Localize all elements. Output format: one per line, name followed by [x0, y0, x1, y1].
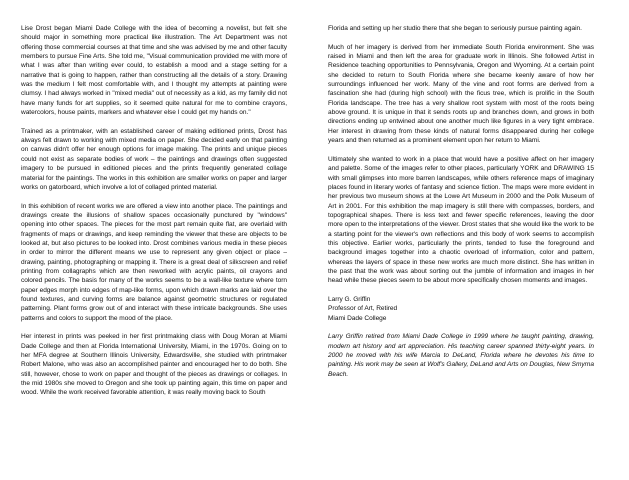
left-column	[21, 24, 287, 407]
author-title: Professor of Art, Retired	[328, 305, 398, 313]
author-institution: Miami Dade College	[328, 314, 387, 322]
paragraph-continuation: Florida and setting up her studio there that she began to seriously pursue painting again.	[328, 25, 582, 32]
right-column	[328, 24, 594, 388]
paragraph-intro: Lise Drost began Miami Dade College with the idea of becoming a novelist, but felt she should major in something more practical like illustration. The Art Department was not offering those commercial courses at that time and she was advised by me and other faculty members to pursue Fine Arts. She told me, "Visual communication provided me with more of what I was after than writing ever could, to establish a mood and a stage setting for a narrative that is going to happen, rather than constructing all the details of a story. Drawing was the medium I felt most comfortable with, and I thought my attempts at painting were clumsy. I had always worked in "mixed media" out of necessity as a kid, as my family did not have many funds for art supplies, so it seemed quite natural for me to combine crayons, watercolors, house paints, markers and whatever else I could get my hands on."	[21, 25, 287, 117]
author-bio: Larry Griffin retired from Miami Dade College in 1999 where he taught painting, drawing, modern art history and art appreciation. His teaching career spanned thirty-eight years. In 2000 he moved with his wife Marcia to DeLand, Florida where he devotes his time to painting. His work may be seen at Wolf's Gallery, DeLand and Arts on Douglas, New Smyrna Beach.	[328, 333, 594, 378]
author-name: Larry G. Griffin	[328, 295, 371, 303]
author-signature	[328, 295, 594, 323]
paragraph-education: Her interest in prints was peeked in her first printmaking class with Doug Moran at Miami Dade College and then at Florida International University, Miami, in the 1970s. Going on to her MFA degree at Southern Illinois University, Edwardsville, she studied with printmaker Robert Malone, who was also an accomplished painter and encouraged her to do both. She still, however, chose to work on paper and thought of the pieces as drawings or collages. In the mid 1980s she moved to Oregon and she took up painting again, this time on paper and wood. While the work received favorable attention, it was really moving back to South	[21, 333, 287, 397]
paragraph-place: Ultimately she wanted to work in a place that would have a positive affect on her imagery and palette. Some of the images refer to other places, particularly YORK and DRAWING 15 with small glimpses into more barren landscapes, while others reference maps of imaginary places found in literary works of fantasy and science fiction. The maps were more evident in her previous two museum shows at the Lowe Art Museum in 2000 and the Polk Museum of Art in 2001. For this exhibition the map imagery is still there with compasses, borders, and topographical shapes. There is less text and fewer specific references, leaving the door more open to the interpretations of the viewer. Drost states that she would like the work to be a starting point for the viewer's own reflections and this body of work seems to accomplish this objective. Earlier works, particularly the prints, tended to fuse the foreground and background images together into a chaotic overload of information, color and pattern, whereas the layers of space in these new works are much more distinct. She has written in the past that the work was about sorting out the jumble of information and images in her head while these pieces seem to be about more specifically chosen moments and images.	[328, 155, 594, 285]
paragraph-exhibition: In this exhibition of recent works we are offered a view into another place. The paintings and drawings create the illusions of shallow spaces occasionally punctured by "windows" opening into other spaces. The pieces for the most part remain quite flat, are overlaid with fragments of maps or drawings, and keep reminding the viewer that these are objects to be looked at, but also pictures to be looked into. Drost combines various media in these pieces in order to mirror the different means we use to represent any given object or place – drawing, painting, photographing or mapping it. There is a great deal of silkscreen and relief printing from collagraphs which are then reworked with acrylic paints, oil crayons and colored pencils. The basis for many of the works seems to be a wall-like texture where torn paper edges morph into edges of map-like forms, upon which drawn marks are laid over the found textures, and curving forms are balance against geometric structures or regulated patterning. Plant forms grow out of and interact with these intricate backgrounds. She uses patterns and colors to support the mood of the place.	[21, 202, 287, 322]
paragraph-imagery: Much of her imagery is derived from her immediate South Florida environment. She was raised in Miami and then left the area for graduate work in Illinois. She followed Artist in Residence teaching opportunities to Pennsylvania, Oregon and Wyoming. At a certain point she decided to return to South Florida where she became keenly aware of how her surroundings influenced her work. Many of the vine and root forms are derived from a fascination she had (during high school) with the ficus tree, which is prolific in the South Florida landscape. The tree has a very shallow root system with most of the roots being above ground. It is unique in that it sends roots up and branches down, and grows in both directions ending up entwined about one another much like figures in a very tight embrace. Her interest in drawing from these kinds of natural forms disappeared during her college years and then returned as a prominent element upon her return to Miami.	[328, 43, 594, 145]
paragraph-printmaker: Trained as a printmaker, with an established career of making editioned prints, Drost has always felt drawn to working with mixed media on paper. She decided early on that painting on canvas didn't offer her enough options for image making. The prints and unique pieces could not exist as separate bodies of work – the paintings and drawings often suggested imagery to be pursued in editioned pieces and the prints frequently generated collage material for the paintings. The works in this exhibition are smaller works on paper and larger works on gatorboard, which involve a lot of collaged printed material.	[21, 127, 287, 191]
